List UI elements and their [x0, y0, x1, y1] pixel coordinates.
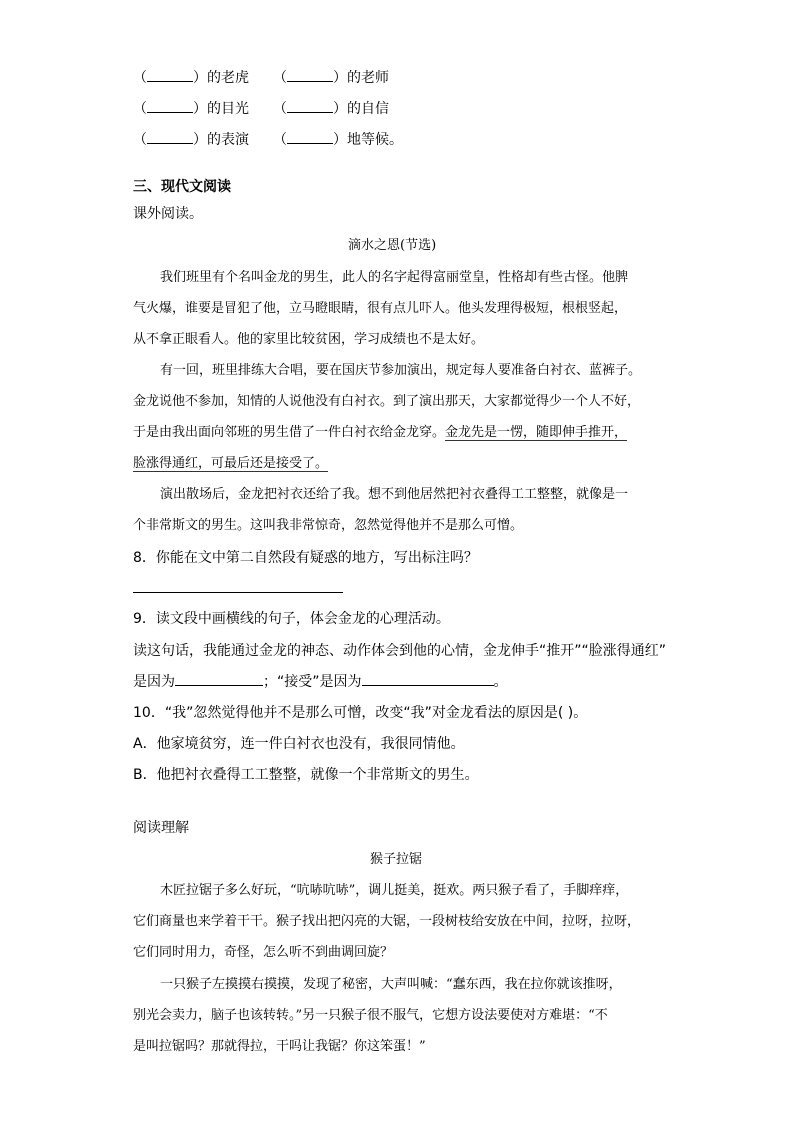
fill-phrase: 地等候。 [347, 132, 403, 148]
question-8: 8．你能在文中第二自然段有疑惑的地方，写出标注吗？ [133, 550, 478, 566]
blank-field[interactable] [287, 98, 333, 113]
passage-line: 是叫拉锯吗？那就得拉，干吗让我锯？你这笨蛋！” [133, 1039, 426, 1054]
passage-line: 演出散场后，金龙把衬衣还给了我。想不到他居然把衬衣叠得工工整整，就像是一 [160, 487, 629, 502]
passage-line: 从不拿正眼看人。他的家里比较贫困，学习成绩也不是太好。 [133, 332, 485, 347]
passage-line: 于是由我出面向邻班的男生借了一件白衬衣给金龙穿。金龙先是一愣，随即伸手推开， [133, 425, 628, 440]
blank-field[interactable] [147, 129, 193, 144]
option-b[interactable]: B．他把衬衣叠得工工整整，就像一个非常斯文的男生。 [133, 767, 479, 783]
section-heading: 三、现代文阅读 [133, 179, 231, 195]
underlined-sentence: 脸涨得通红，可最后还是接受了。 [133, 456, 329, 471]
question-9-blanks: 是因为 ；“接受”是因为 。 [133, 671, 508, 691]
passage-line [133, 452, 328, 471]
blank-field[interactable] [147, 67, 193, 82]
passage-line: 气火爆，谁要是冒犯了他，立马瞪眼睛，很有点儿吓人。他头发理得极短，根根竖起， [133, 301, 628, 316]
passage-line: 我们班里有个名叫金龙的男生，此人的名字起得富丽堂皇，性格却有些古怪。他脾 [160, 270, 629, 285]
answer-blank[interactable] [362, 671, 494, 686]
question-9-text: 读这句话，我能通过金龙的神态、动作体会到他的心情，金龙伸手“推开”“脸涨得通红” [133, 643, 667, 659]
blank-field[interactable] [147, 98, 193, 113]
fill-phrase: 的目光 [207, 101, 249, 117]
fill-row-1b: （ ）的老师 [273, 67, 389, 87]
section-subheading: 课外阅读。 [133, 206, 203, 222]
section-heading: 阅读理解 [133, 820, 189, 836]
passage-line: 它们商量也来学着干干。猴子找出把闪亮的大锯，一段树枝给安放在中间，拉呀，拉呀， [133, 914, 641, 929]
passage-line: 个非常斯文的男生。这叫我非常惊奇，忽然觉得他并不是那么可憎。 [133, 518, 524, 533]
fill-row-3b: （ ）地等候。 [273, 129, 403, 149]
fill-phrase: 的老师 [347, 70, 389, 86]
fill-row-2b: （ ）的自信 [273, 98, 389, 118]
passage-line: 金龙说他不参加，知情的人说他没有白衬衣。到了演出那天，大家都觉得少一个人不好， [133, 394, 641, 409]
fill-phrase: 的自信 [347, 101, 389, 117]
question-9: 9．读文段中画横线的句子，体会金龙的心理活动。 [133, 611, 450, 627]
passage-title: 滴水之恩(节选) [348, 238, 437, 253]
passage-line: 它们同时用力，奇怪，怎么听不到曲调回旋？ [133, 945, 394, 960]
passage-line: 一只猴子左摸摸右摸摸，发现了秘密，大声叫喊：“蠢东西，我在拉你就该推呀， [160, 977, 622, 992]
option-a[interactable]: A．他家境贫穷，连一件白衬衣也没有，我很同情他。 [133, 736, 465, 752]
fill-row-1: （ ）的老虎 [133, 67, 249, 87]
fill-row-3: （ ）的表演 [133, 129, 249, 149]
passage-line: 木匠拉锯子多么好玩，“吭哧吭哧”，调儿挺美，挺欢。两只猴子看了，手脚痒痒， [160, 883, 629, 898]
blank-field[interactable] [287, 67, 333, 82]
answer-blank[interactable] [175, 671, 263, 686]
answer-line[interactable] [133, 592, 343, 593]
passage-title: 猴子拉锯 [370, 852, 423, 867]
question-10: 10．“我”忽然觉得他并不是那么可憎，改变“我”对金龙看法的原因是( )。 [133, 705, 588, 721]
passage-line: 别光会卖力，脑子也该转转。”另一只猴子很不服气，它想方设法要使对方难堪：“不 [133, 1008, 608, 1023]
fill-row-2: （ ）的目光 [133, 98, 249, 118]
passage-line: 有一回，班里排练大合唱，要在国庆节参加演出，规定每人要准备白衬衣、蓝裤子。 [160, 363, 642, 378]
blank-field[interactable] [287, 129, 333, 144]
underlined-sentence: 金龙先是一愣，随即伸手推开， [445, 425, 628, 440]
fill-phrase: 的表演 [207, 132, 249, 148]
fill-phrase: 的老虎 [207, 70, 249, 86]
